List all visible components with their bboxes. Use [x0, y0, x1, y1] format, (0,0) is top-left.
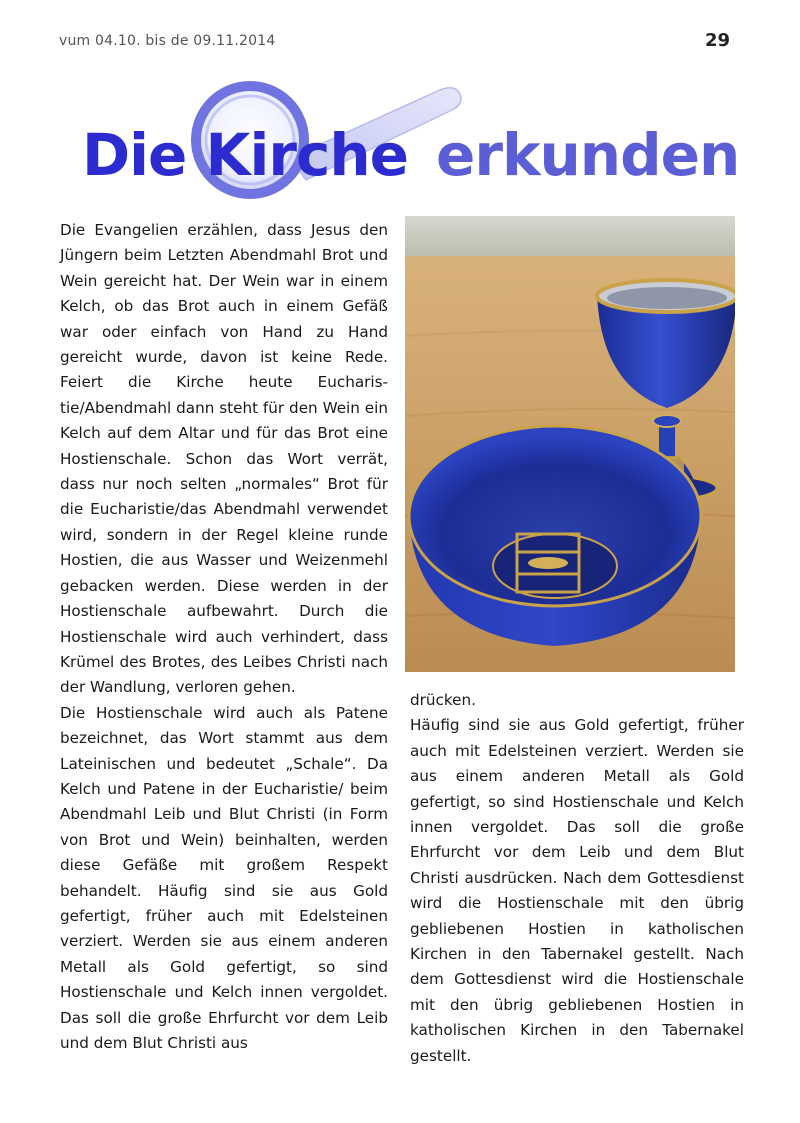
article-paragraph-2: Die Hostienschale wird auch als Patene bezeichnet, das Wort stammt aus dem Lateinischen und bedeutet „Schale“. Da Kelch und Patene in der Eucharistie/ beim Abendmahl Leib und Blut Christi (in Form von Brot und Wein) beinhalten, werden diese Gefäße mit großem Respekt behandelt. Häufig sind sie aus Gold gefertigt, früher auch mit Edelsteinen verziert. Werden sie aus einem anderen Metall als Gold gefertigt, so sind Hostienschale und Kelch innen vergoldet. Das soll die große Ehrfurcht vor dem Leib und dem Blut Christi aus	[60, 703, 388, 1052]
article-column-left	[60, 218, 388, 1056]
page-number: 29	[704, 30, 730, 51]
article-column-right	[410, 688, 744, 1069]
header-date-range: vum 04.10. bis de 09.11.2014	[59, 33, 276, 49]
article-paragraph-3: Häufig sind sie aus Gold gefertigt, früher auch mit Edelsteinen verziert. Werden sie aus einem anderen Metall als Gold gefertigt, so sind Hostienschale und Kelch innen vergoldet. Das soll die große Ehrfurcht vor dem Leib und dem Blut Christi ausdrücken. Nach dem Gottesdienst wird die Hostienschale mit den übrig gebliebenen Hostien in katholischen Kirchen in den Tabernakel gestellt. Nach dem Gottesdienst wird die Hostienschale mit den übrig gebliebenen Hostien in katholischen Kirchen in den Tabernakel gestellt.	[410, 716, 744, 1065]
article-paragraph-1: Die Evangelien erzählen, dass Jesus den Jüngern beim Letzten Abendmahl Brot und Wein gereicht hat. Der Wein war in einem Kelch, ob das Brot auch in einem Gefäß war oder einfach von Hand zu Hand gereicht wurde, davon ist keine Rede. Feiert die Kirche heute Eucharistie/Abendmahl dann steht für den Wein ein Kelch auf dem Altar und für das Brot eine Hostienschale. Schon das Wort verrät, dass nur noch selten „normales“ Brot für die Eucharistie/das Abendmahl verwendet wird, sondern in der Regel kleine runde Hostien, die aus Wasser und Weizenmehl gebacken werden. Diese werden in der Hostienschale aufbewahrt. Durch die Hostienschale wird auch verhindert, dass Krümel des Brotes, des Leibes Christi nach der Wandlung, verloren gehen.	[60, 221, 388, 697]
title-part-2: erkunden	[436, 121, 740, 189]
title-part-1: Die Kirche	[82, 121, 408, 189]
title-banner	[60, 80, 740, 200]
article-paragraph-2-continued: drücken.	[410, 691, 476, 709]
page-title	[82, 121, 740, 189]
chalice-paten-photo	[405, 216, 735, 672]
